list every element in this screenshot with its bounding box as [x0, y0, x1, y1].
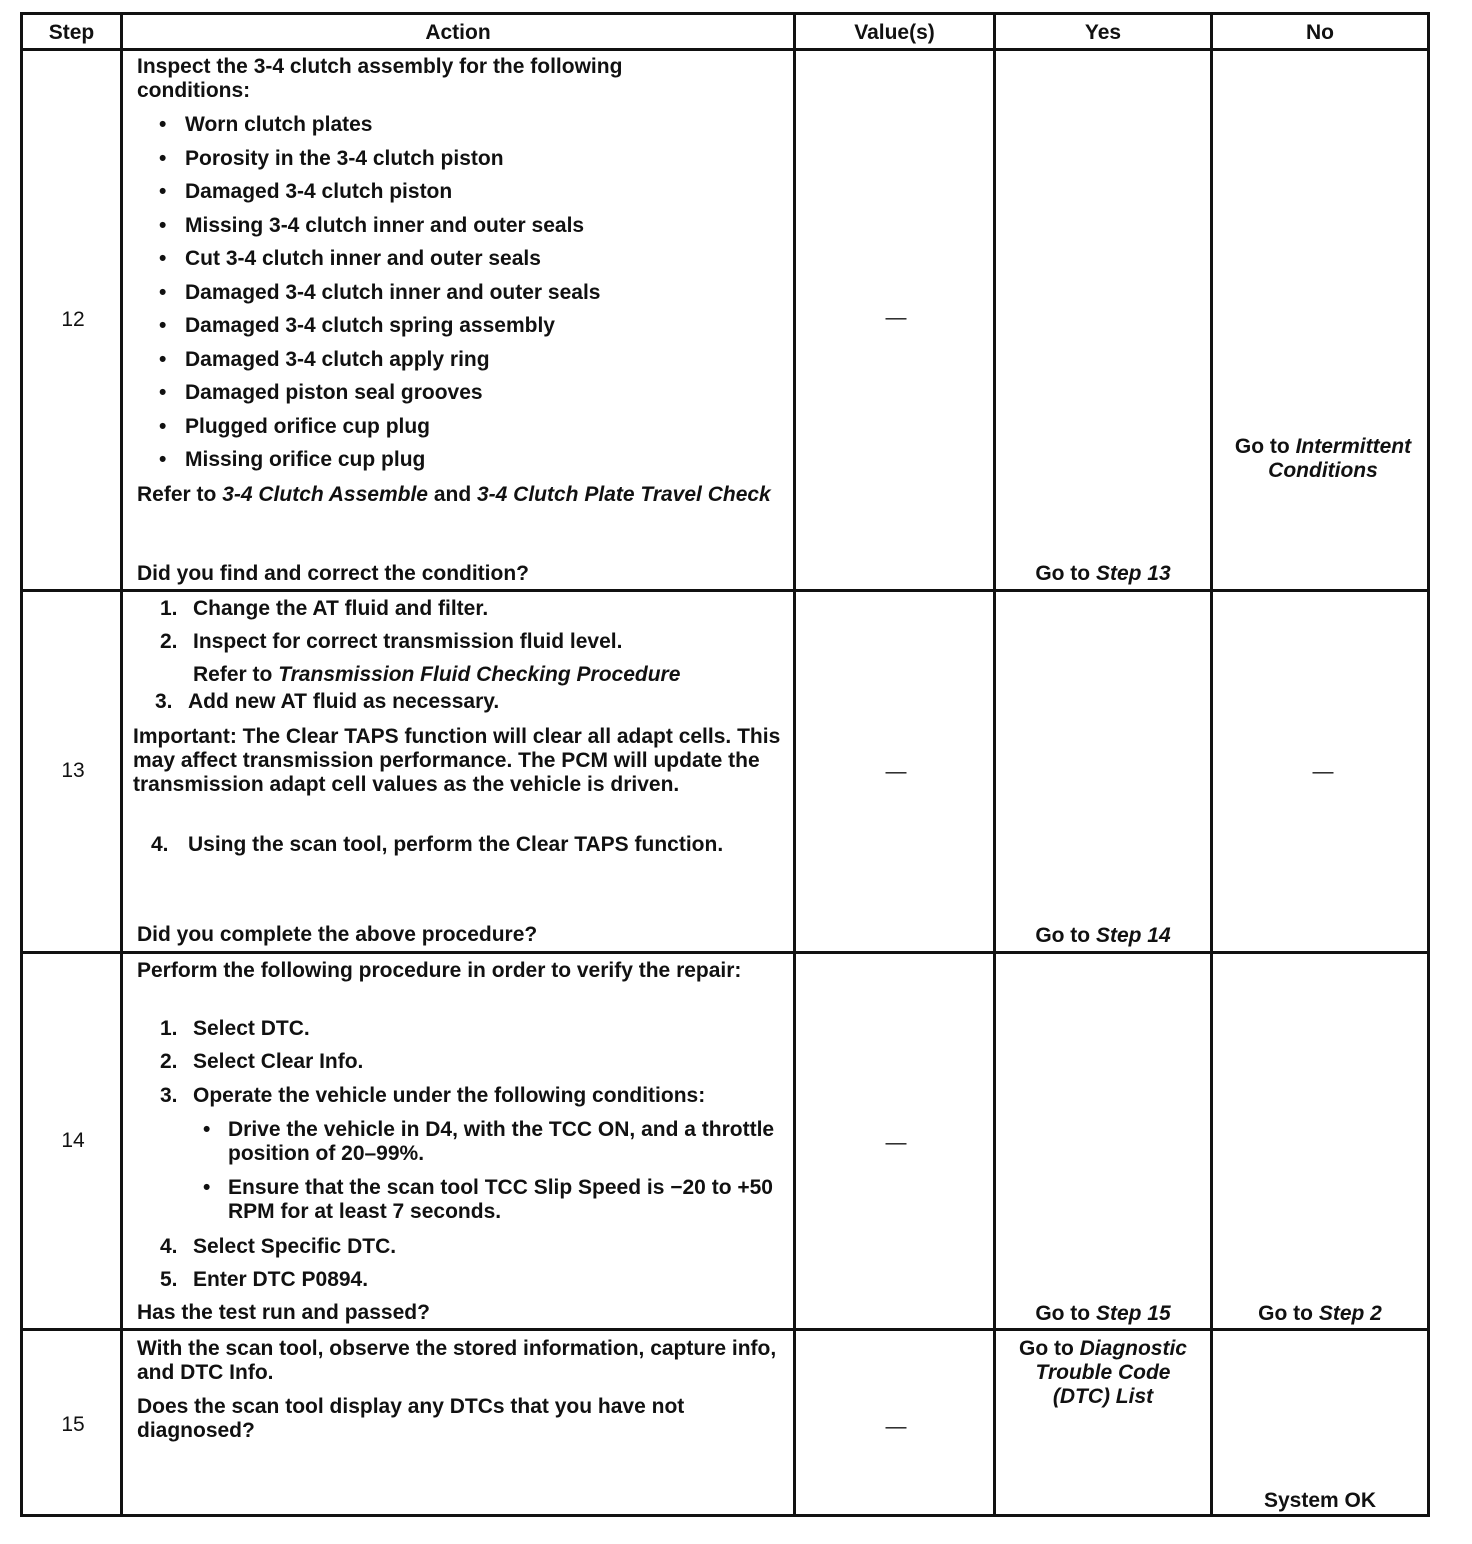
bullet-icon: • — [203, 1118, 211, 1141]
item-number: 5. — [160, 1268, 178, 1291]
refer-link[interactable]: Transmission Fluid Checking Procedure — [278, 663, 681, 686]
no-result: System OK — [1263, 1489, 1377, 1512]
refer-and: and — [427, 483, 477, 506]
refer-prefix: Refer to — [137, 483, 223, 506]
value-dash: — — [885, 1415, 907, 1438]
bullet-icon: • — [159, 113, 167, 136]
yes-action — [996, 1302, 1210, 1326]
step-text: With the scan tool, observe the stored information, capture info, and DTC Info. — [137, 1337, 777, 1384]
item-number: 2. — [160, 1050, 178, 1073]
yes-action — [996, 924, 1210, 948]
header-step: Step — [48, 21, 95, 44]
row-divider — [23, 951, 1427, 954]
step-number: 13 — [61, 759, 85, 782]
no-dash: — — [1312, 760, 1334, 783]
value-dash: — — [885, 760, 907, 783]
bullet-icon: • — [159, 213, 167, 237]
yes-link[interactable]: Step 13 — [1095, 562, 1171, 585]
column-divider — [1210, 15, 1213, 1514]
step-number: 14 — [61, 1129, 85, 1152]
important-text: The Clear TAPS function will clear all adapt cells. This may affect transmission performance. The PCM will update the transmission adapt cell values as the vehicle is driven. — [133, 725, 781, 796]
step-number: 12 — [61, 308, 85, 331]
bullet-icon: • — [159, 146, 167, 170]
header-action: Action — [425, 21, 491, 44]
header-yes: Yes — [1084, 21, 1122, 44]
no-prefix: Go to — [1258, 1302, 1319, 1325]
item-text: Add new AT fluid as necessary. — [188, 690, 500, 713]
yes-prefix: Go to — [1018, 1337, 1080, 1360]
value-dash: — — [885, 306, 907, 329]
yes-link[interactable]: Step 15 — [1095, 1302, 1171, 1325]
refer-text — [137, 483, 787, 507]
bullet-text: Drive the vehicle in D4, with the TCC ON, and a throttle position of 20–99%. — [228, 1118, 775, 1165]
no-action — [1218, 435, 1428, 483]
step-question: Did you complete the above procedure? — [137, 923, 538, 946]
item-text: Using the scan tool, perform the Clear TAPS function. — [188, 833, 724, 856]
bullet-text: Damaged 3-4 clutch inner and outer seals — [185, 280, 601, 304]
header-no: No — [1306, 21, 1334, 44]
important-note — [133, 725, 783, 797]
item-text: Select Specific DTC. — [193, 1235, 397, 1258]
bullet-icon: • — [159, 180, 167, 203]
bullet-text: Cut 3-4 clutch inner and outer seals — [185, 247, 541, 270]
bullet-text: Missing 3-4 clutch inner and outer seals — [185, 213, 585, 237]
bullet-icon: • — [159, 381, 167, 404]
bullet-text: Plugged orifice cup plug — [185, 414, 431, 438]
bullet-text: Damaged piston seal grooves — [185, 381, 483, 404]
item-number: 4. — [160, 1235, 178, 1258]
refer-text — [193, 663, 680, 687]
yes-link[interactable]: Step 14 — [1095, 924, 1171, 947]
step-question: Has the test run and passed? — [137, 1301, 430, 1324]
bullet-icon: • — [203, 1176, 211, 1199]
item-text: Inspect for correct transmission fluid level. — [193, 630, 623, 653]
no-link[interactable]: Step 2 — [1318, 1302, 1382, 1325]
item-text: Select DTC. — [193, 1017, 310, 1040]
bullet-icon: • — [159, 347, 167, 371]
value-dash: — — [885, 1131, 907, 1154]
important-label: Important: — [133, 725, 237, 748]
bullet-icon: • — [159, 280, 167, 304]
yes-prefix: Go to — [1035, 1302, 1096, 1325]
no-link[interactable]: Intermittent Conditions — [1268, 435, 1412, 482]
step-intro: Inspect the 3-4 clutch assembly for the following conditions: — [137, 55, 623, 102]
item-number: 1. — [160, 1017, 178, 1040]
step-question: Does the scan tool display any DTCs that you have not diagnosed? — [137, 1395, 685, 1442]
bullet-icon: • — [159, 247, 167, 270]
yes-link[interactable]: Diagnostic Trouble Code (DTC) List — [1035, 1337, 1187, 1408]
bullet-icon: • — [159, 448, 167, 471]
bullet-text: Damaged 3-4 clutch spring assembly — [185, 314, 555, 337]
item-text: Change the AT fluid and filter. — [193, 597, 489, 620]
refer-prefix: Refer to — [193, 663, 279, 686]
no-prefix: Go to — [1234, 435, 1296, 458]
item-text: Enter DTC P0894. — [193, 1268, 369, 1291]
yes-action — [996, 562, 1210, 586]
bullet-icon: • — [159, 414, 167, 438]
item-number: 1. — [160, 597, 178, 620]
item-number: 3. — [155, 690, 173, 713]
row-divider — [23, 1328, 1427, 1331]
yes-prefix: Go to — [1035, 924, 1096, 947]
item-number: 4. — [151, 833, 169, 856]
bullet-text: Ensure that the scan tool TCC Slip Speed is −20 to +50 RPM for at least 7 seconds. — [228, 1176, 773, 1223]
step-intro: Perform the following procedure in order to verify the repair: — [137, 959, 742, 982]
bullet-text: Missing orifice cup plug — [185, 448, 426, 471]
item-text: Select Clear Info. — [193, 1050, 364, 1073]
row-divider — [23, 589, 1427, 592]
item-number: 2. — [160, 630, 178, 653]
bullet-text: Worn clutch plates — [185, 113, 373, 136]
step-number: 15 — [61, 1413, 85, 1436]
bullet-text: Damaged 3-4 clutch piston — [185, 180, 453, 203]
no-action — [1213, 1302, 1427, 1326]
bullet-text: Porosity in the 3-4 clutch piston — [185, 146, 504, 170]
bullet-text: Damaged 3-4 clutch apply ring — [185, 347, 490, 371]
item-text: Operate the vehicle under the following conditions: — [193, 1084, 706, 1107]
yes-action — [1008, 1337, 1198, 1409]
diagnostic-table — [20, 12, 1430, 1517]
bullet-icon: • — [159, 314, 167, 337]
refer-link[interactable]: 3-4 Clutch Assemble — [222, 483, 428, 506]
yes-prefix: Go to — [1035, 562, 1096, 585]
item-number: 3. — [160, 1084, 178, 1107]
step-question: Did you find and correct the condition? — [137, 562, 529, 585]
header-values: Value(s) — [854, 21, 935, 44]
refer-link[interactable]: 3-4 Clutch Plate Travel Check — [477, 483, 771, 506]
